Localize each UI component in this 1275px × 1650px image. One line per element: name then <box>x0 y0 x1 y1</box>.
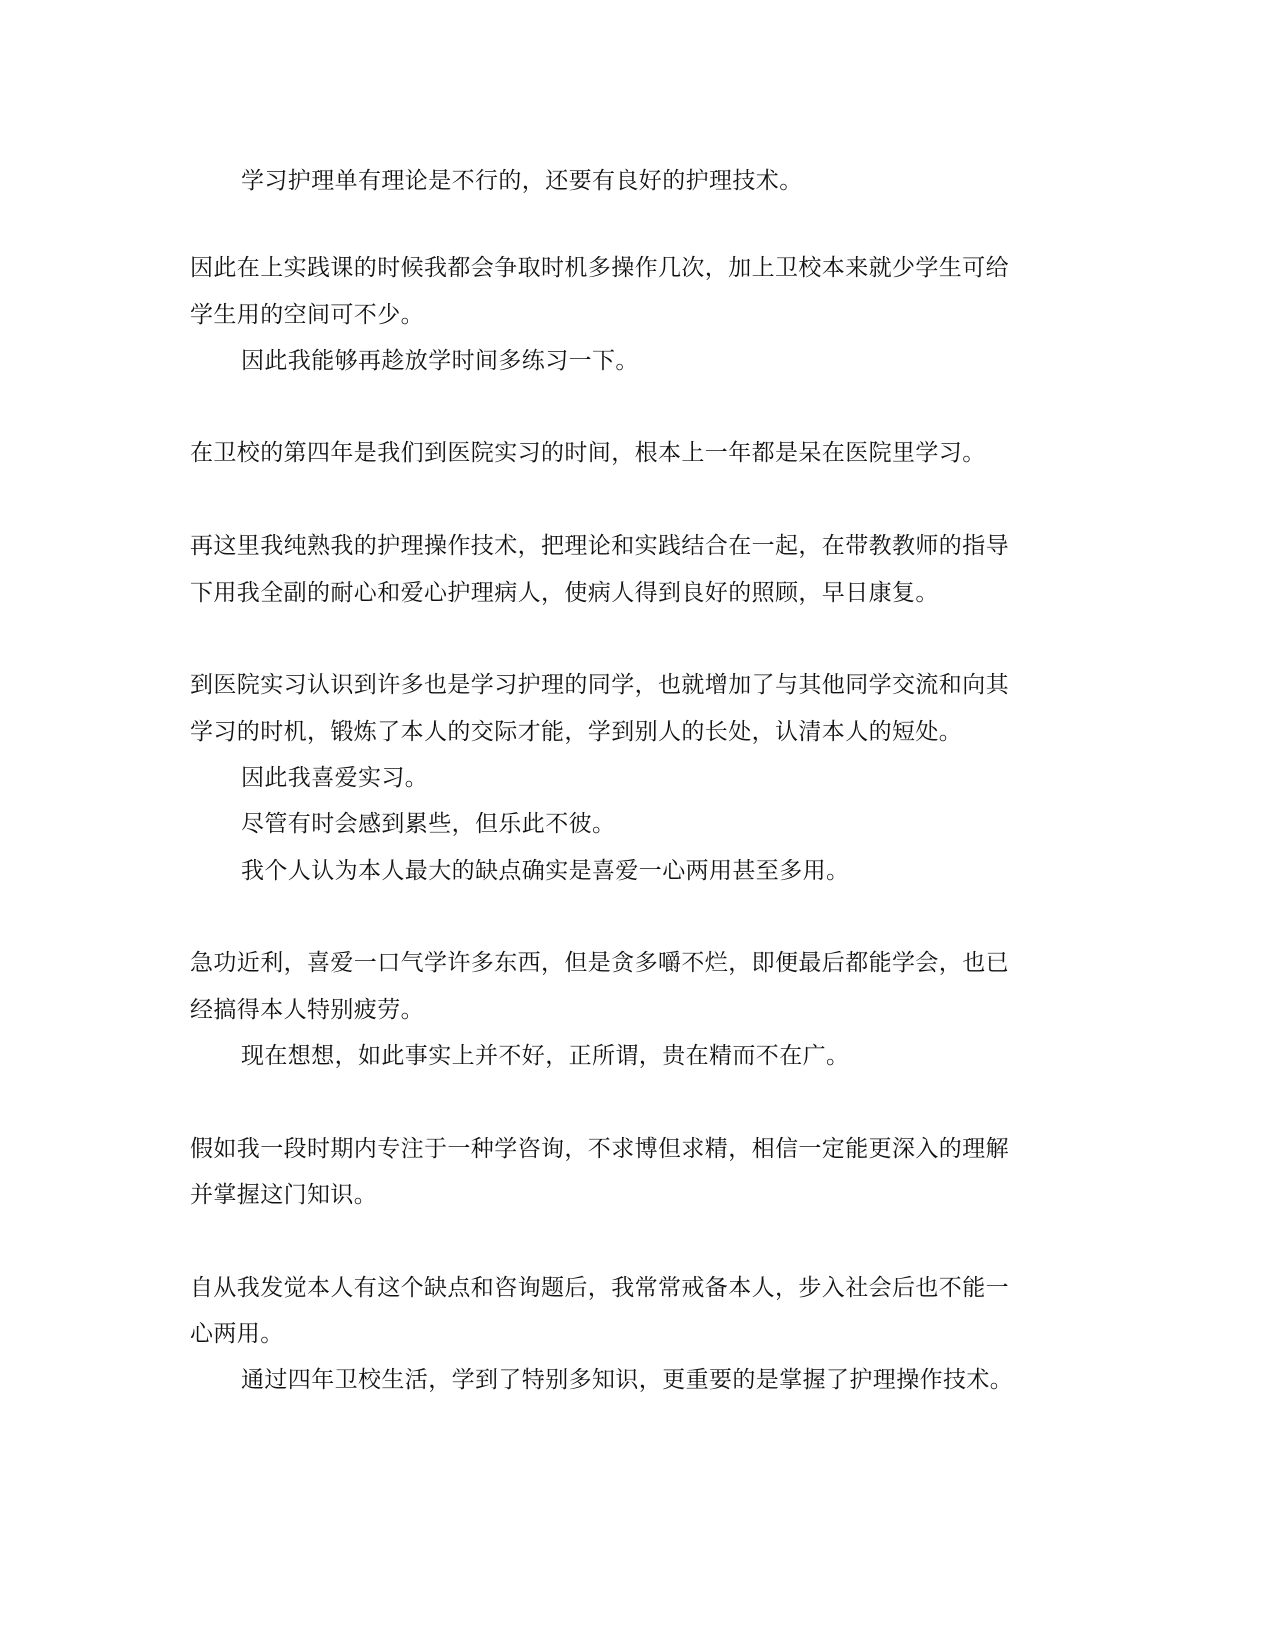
text-line: 因此在上实践课的时候我都会争取时机多操作几次，加上卫校本来就少学生可给 <box>190 255 1009 281</box>
text-line: 心两用。 <box>190 1321 284 1347</box>
text-line: 因此我喜爱实习。 <box>241 765 429 791</box>
text-line: 学习的时机，锻炼了本人的交际才能，学到别人的长处，认清本人的短处。 <box>190 719 963 745</box>
text-line: 再这里我纯熟我的护理操作技术，把理论和实践结合在一起，在带教教师的指导 <box>190 533 1009 559</box>
text-line: 假如我一段时期内专注于一种学咨询，不求博但求精，相信一定能更深入的理解 <box>190 1136 1009 1162</box>
text-line: 因此我能够再趁放学时间多练习一下。 <box>241 348 639 374</box>
text-line: 学习护理单有理论是不行的，还要有良好的护理技术。 <box>241 168 803 194</box>
text-line: 到医院实习认识到许多也是学习护理的同学，也就增加了与其他同学交流和向其 <box>190 672 1009 698</box>
text-line: 自从我发觉本人有这个缺点和咨询题后，我常常戒备本人，步入社会后也不能一 <box>190 1275 1009 1301</box>
text-line: 现在想想，如此事实上并不好，正所谓，贵在精而不在广。 <box>241 1043 850 1069</box>
text-line: 通过四年卫校生活，学到了特别多知识，更重要的是掌握了护理操作技术。 <box>241 1367 1014 1393</box>
text-line: 尽管有时会感到累些，但乐此不彼。 <box>241 811 616 837</box>
text-line: 在卫校的第四年是我们到医院实习的时间，根本上一年都是呆在医院里学习。 <box>190 440 986 466</box>
text-line: 下用我全副的耐心和爱心护理病人，使病人得到良好的照顾，早日康复。 <box>190 580 939 606</box>
text-line: 经搞得本人特别疲劳。 <box>190 997 424 1023</box>
text-line: 急功近利，喜爱一口气学许多东西，但是贪多嚼不烂，即便最后都能学会，也已 <box>190 950 1009 976</box>
text-line: 学生用的空间可不少。 <box>190 302 424 328</box>
text-line: 并掌握这门知识。 <box>190 1182 378 1208</box>
text-line: 我个人认为本人最大的缺点确实是喜爱一心两用甚至多用。 <box>241 858 850 884</box>
